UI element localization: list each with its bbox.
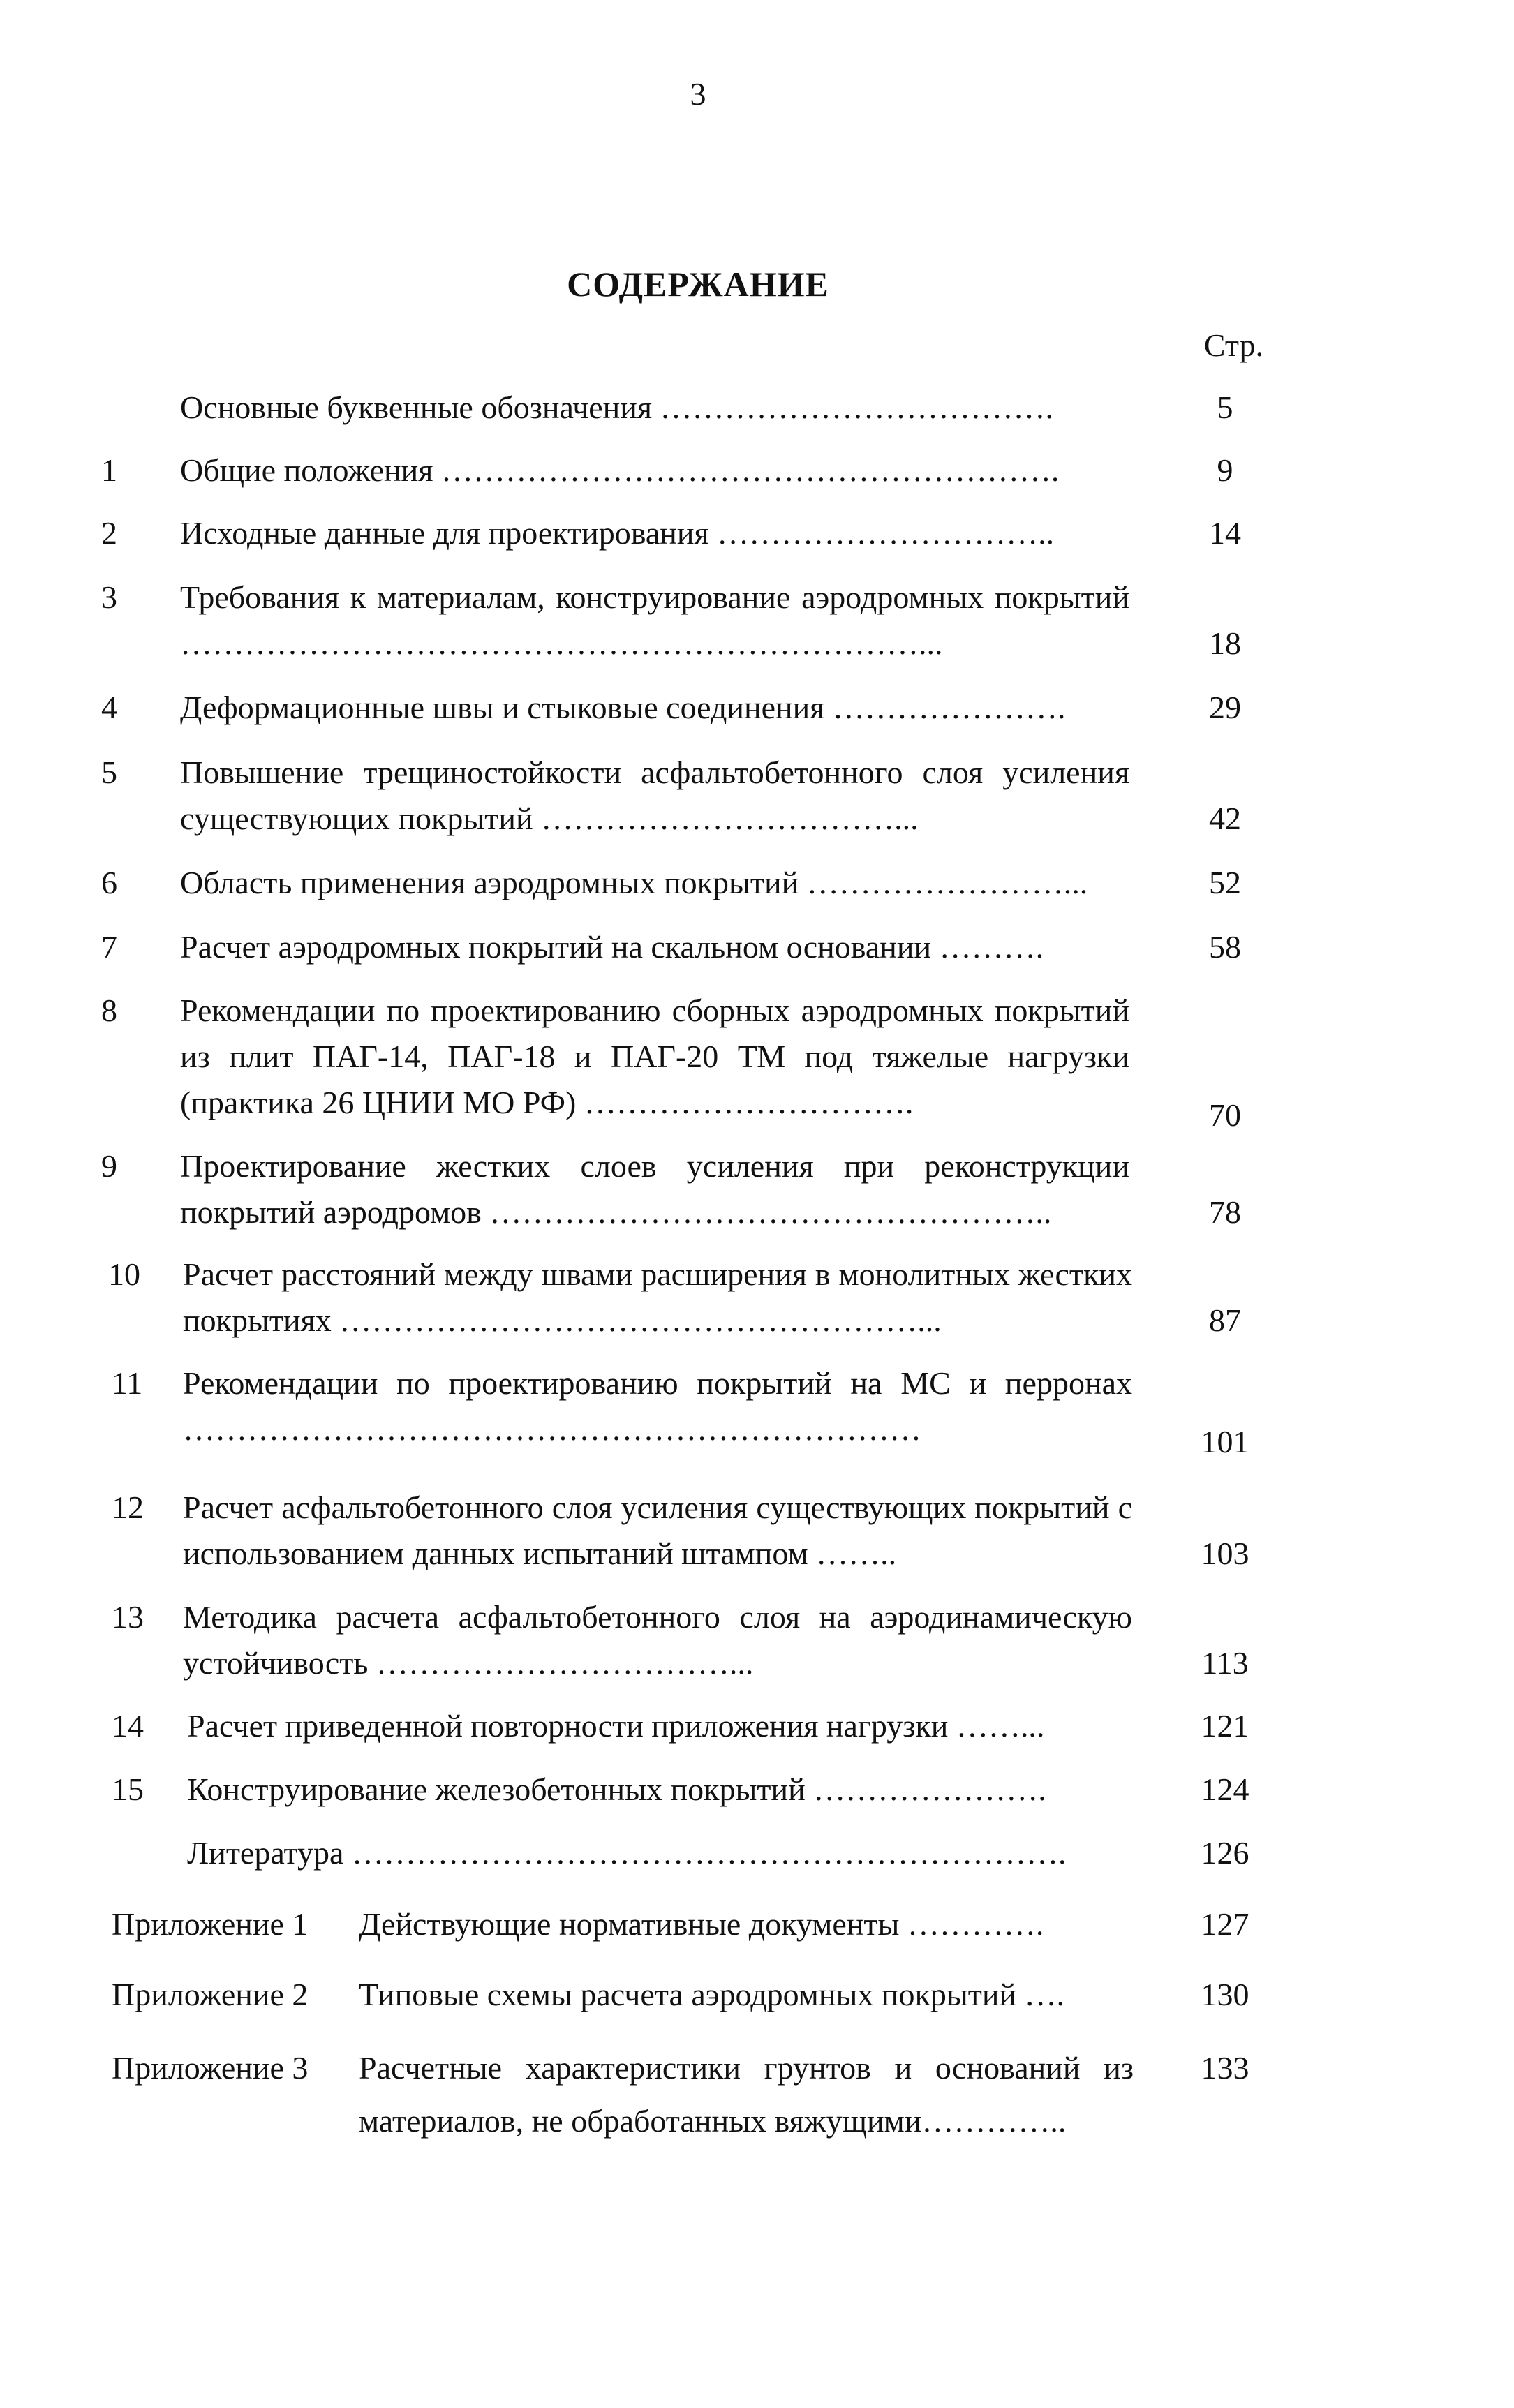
toc-entry-title: Расчет асфальтобетонного слоя усиления существующих покрытий с использованием данных испытаний штампом …….. <box>183 1489 1132 1571</box>
toc-entry-title: Повышение трещиностойкости асфальтобетонного слоя усиления существующих покрытий ……………………………... <box>180 755 1129 836</box>
toc-entry-title: Рекомендации по проектированию сборных аэродромных покрытий из плит ПАГ-14, ПАГ-18 и ПАГ-20 ТМ под тяжелые нагрузки (практика 26 ЦНИИ МО РФ) …………………………. <box>180 993 1129 1120</box>
appendix-label: Приложение 3 <box>112 2050 309 2086</box>
toc-entry-page: 5 <box>1217 389 1233 425</box>
toc-entry-number: 12 <box>112 1489 144 1525</box>
toc-entry-number: 2 <box>101 515 117 551</box>
toc-entry-title: Общие положения …………………………………………………. <box>180 452 1060 488</box>
toc-entry-page: 126 <box>1201 1835 1249 1871</box>
toc-entry-number: 15 <box>112 1771 144 1807</box>
appendix-title: Расчетные характеристики грунтов и оснований из материалов, не обработанных вяжущими………….. <box>359 2050 1134 2139</box>
appendix-label: Приложение 2 <box>112 1977 309 2012</box>
toc-entry-number: 11 <box>112 1365 143 1401</box>
toc-entry-page: 87 <box>1209 1302 1241 1338</box>
toc-entry-title: Методика расчета асфальтобетонного слоя на аэродинамическую устойчивость ……………………………... <box>183 1599 1132 1681</box>
toc-entry-title: Деформационные швы и стыковые соединения …………………. <box>180 690 1066 725</box>
appendix-page: 127 <box>1201 1906 1249 1942</box>
appendix-page: 130 <box>1201 1977 1249 2012</box>
page-title: СОДЕРЖАНИЕ <box>567 265 829 304</box>
toc-entry-page: 70 <box>1209 1097 1241 1133</box>
toc-entry-number: 14 <box>112 1708 144 1744</box>
appendix-title: Действующие нормативные документы …………. <box>359 1906 1044 1942</box>
toc-entry-number: 10 <box>108 1256 140 1292</box>
toc-entry-number: 4 <box>101 690 117 725</box>
toc-entry-number: 5 <box>101 755 117 790</box>
toc-entry-number: 9 <box>101 1148 117 1184</box>
toc-entry-title: Расчет расстояний между швами расширения в монолитных жестких покрытиях ………………………………………………... <box>183 1256 1132 1338</box>
toc-entry-title: Литература …………………………………………………………. <box>187 1835 1067 1871</box>
toc-entry-page: 52 <box>1209 865 1241 900</box>
toc-entry-title: Проектирование жестких слоев усиления при реконструкции покрытий аэродромов …………………………………………….. <box>180 1148 1129 1230</box>
toc-entry-page: 78 <box>1209 1194 1241 1230</box>
toc-entry-page: 103 <box>1201 1536 1249 1571</box>
toc-entry-page: 113 <box>1201 1645 1249 1681</box>
toc-entry-page: 58 <box>1209 929 1241 965</box>
appendix-title: Типовые схемы расчета аэродромных покрытий …. <box>359 1977 1065 2012</box>
appendix-page: 133 <box>1201 2050 1249 2086</box>
page-column-header: Стр. <box>1203 327 1263 363</box>
toc-entry-page: 101 <box>1201 1424 1249 1459</box>
toc-entry-page: 29 <box>1209 690 1241 725</box>
toc-entry-page: 9 <box>1217 452 1233 488</box>
toc-entry-number: 8 <box>101 993 117 1028</box>
toc-entry-number: 6 <box>101 865 117 900</box>
toc-entry-title: Область применения аэродромных покрытий ……………………... <box>180 865 1088 900</box>
toc-entry-title: Основные буквенные обозначения ………………………………. <box>180 389 1054 425</box>
page-number: 3 <box>690 76 706 112</box>
toc-entry-title: Расчет приведенной повторности приложения нагрузки ……... <box>187 1708 1045 1744</box>
toc-entry-title: Расчет аэродромных покрытий на скальном основании ………. <box>180 929 1044 965</box>
toc-entry-page: 124 <box>1201 1771 1249 1807</box>
toc-entry-page: 42 <box>1209 801 1241 836</box>
toc-entry-title: Исходные данные для проектирования ………………………….. <box>180 515 1055 551</box>
toc-entry-number: 13 <box>112 1599 144 1635</box>
toc-entry-title: Требования к материалам, конструирование аэродромных покрытий ……………………………………………………………... <box>180 579 1129 661</box>
appendix-label: Приложение 1 <box>112 1906 309 1942</box>
toc-entry-title: Конструирование железобетонных покрытий …………………. <box>187 1771 1046 1807</box>
toc-entry-page: 14 <box>1209 515 1241 551</box>
toc-entry-number: 1 <box>101 452 117 488</box>
toc-entry-number: 3 <box>101 579 117 615</box>
toc-entry-number: 7 <box>101 929 117 965</box>
toc-entry-page: 18 <box>1209 625 1241 661</box>
toc-entry-title: Рекомендации по проектированию покрытий на МС и перронах …………………………………………………………… <box>183 1365 1132 1447</box>
toc-entry-page: 121 <box>1201 1708 1249 1744</box>
